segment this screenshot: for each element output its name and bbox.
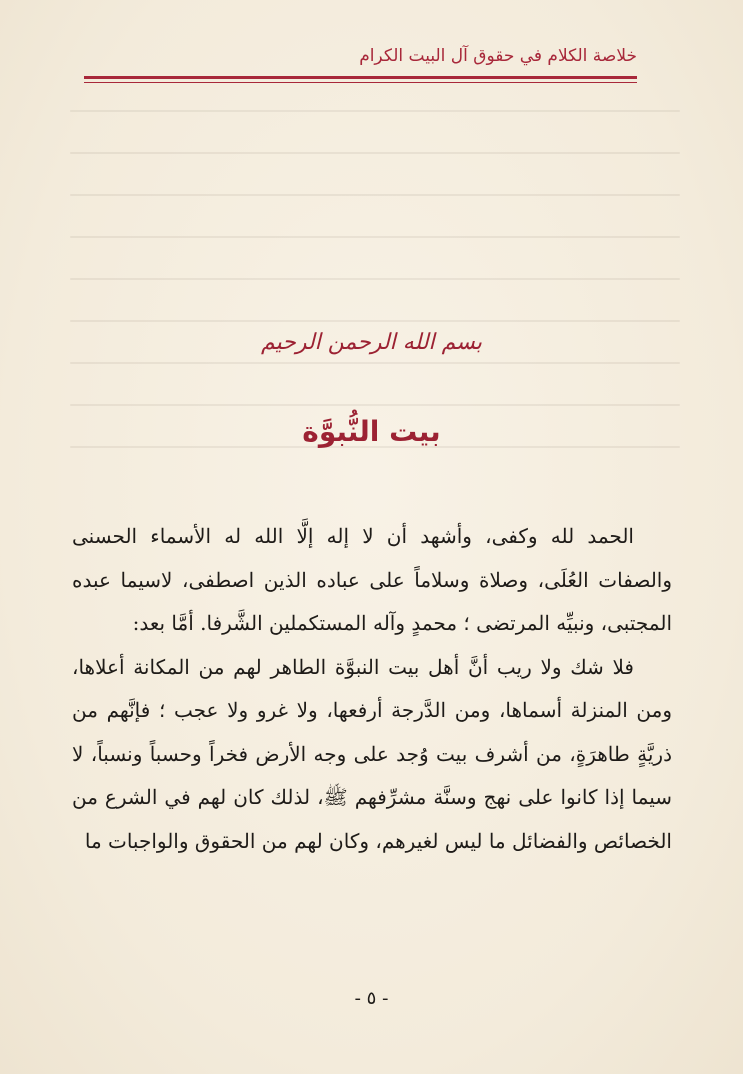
- basmala-calligraphy: بسم الله الرحمن الرحيم: [260, 330, 483, 355]
- paragraph: الحمد لله وكفى، وأشهد أن لا إله إلَّا الله له الأسماء الحسنى والصفات العُلَى، وصلاة وسلاماً على عباده الذين اصطفى، لاسيما عبده المجتبى، ونبيِّه المرتضى ؛ محمدٍ وآله المستكملين الشَّرفا. أمَّا بعد:: [72, 524, 672, 635]
- body-text: [72, 515, 672, 863]
- chapter-title: بيت النُّبوَّة: [302, 415, 441, 448]
- header-rule-thin: [84, 82, 637, 83]
- running-header: [84, 46, 637, 86]
- paragraph: فلا شك ولا ريب أنَّ أهل بيت النبوَّة الطاهر لهم من المكانة أعلاها، ومن المنزلة أسماها، ومن الدَّرجة أرفعها، ولا غرو ولا عجب ؛ فإنَّهم من ذريَّةٍ طاهرَةٍ، من أشرف بيت وُجد على وجه الأرض فخراً وحسباً ونسباً، لا سيما إذا كانوا على نهج وسنَّة مشرِّفهم ﷺ، لذلك كان لهم في الشرع من الخصائص والفضائل ما ليس لغيرهم، وكان لهم من الحقوق والواجبات ما: [72, 654, 672, 853]
- running-title: خلاصة الكلام في حقوق آل البيت الكرام: [359, 46, 637, 66]
- page-number: - ٥ -: [354, 988, 389, 1009]
- header-rule: [84, 76, 637, 79]
